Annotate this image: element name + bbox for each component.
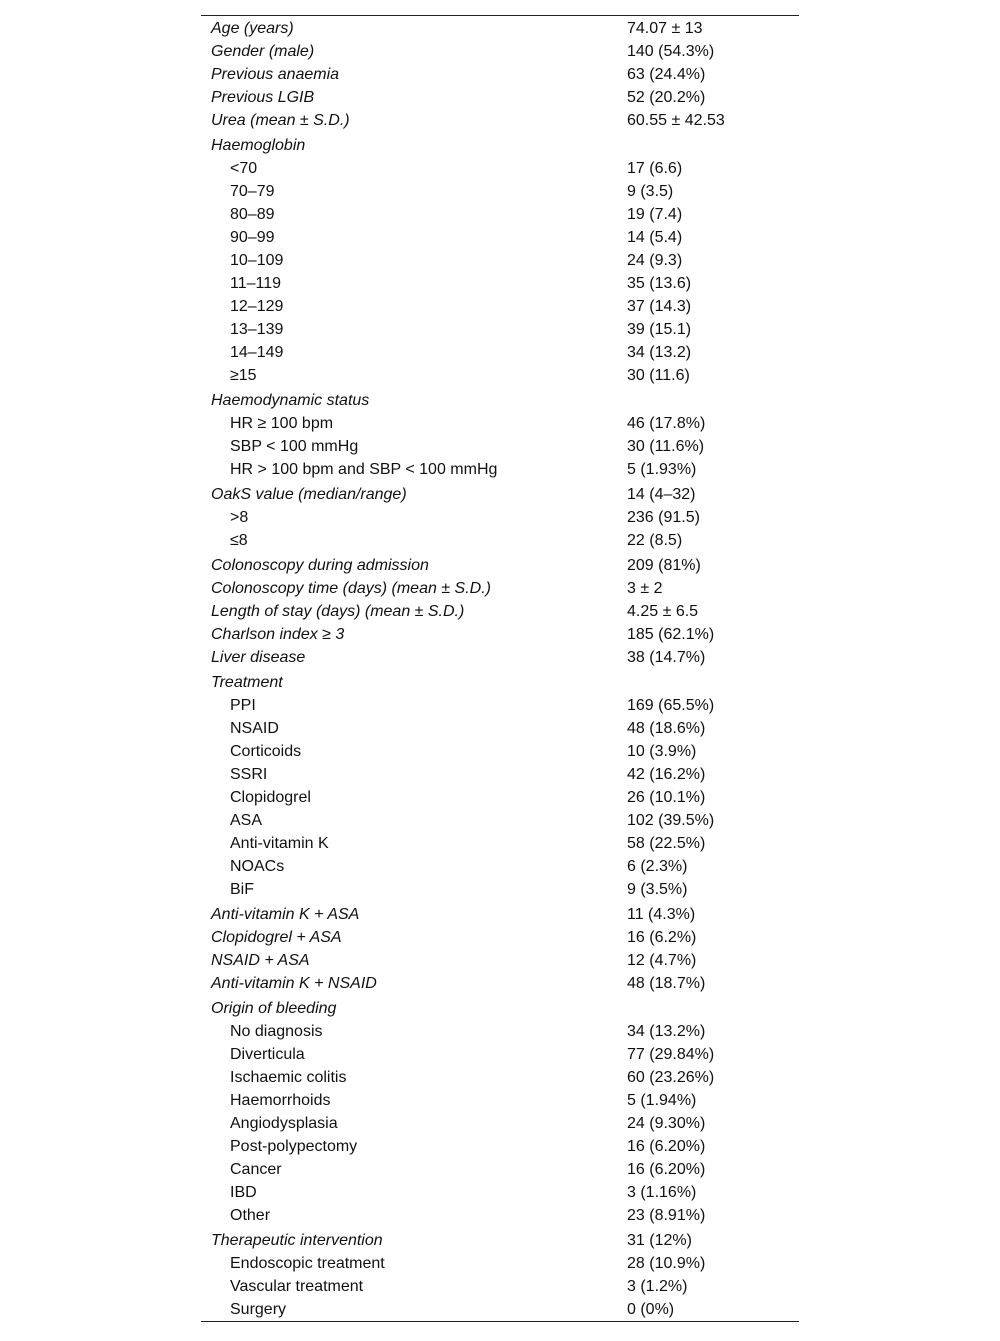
row-label: Previous LGIB xyxy=(211,89,315,106)
table-row xyxy=(201,203,799,226)
row-value: 9 (3.5%) xyxy=(627,881,688,898)
row-label: 80–89 xyxy=(230,206,275,223)
row-value: 5 (1.94%) xyxy=(627,1092,697,1109)
table-row xyxy=(201,40,799,63)
row-value: 3 ± 2 xyxy=(627,580,663,597)
row-value: 48 (18.6%) xyxy=(627,720,706,737)
table-row xyxy=(201,577,799,600)
row-label: 90–99 xyxy=(230,229,275,246)
row-label: Haemorrhoids xyxy=(230,1092,331,1109)
row-label: Treatment xyxy=(211,674,283,691)
row-value: 31 (12%) xyxy=(627,1232,692,1249)
table-row xyxy=(201,458,799,481)
row-value: 3 (1.16%) xyxy=(627,1184,697,1201)
table-row xyxy=(201,671,799,694)
row-value: 22 (8.5) xyxy=(627,532,683,549)
row-label: >8 xyxy=(230,509,249,526)
row-label: No diagnosis xyxy=(230,1023,323,1040)
row-value: 16 (6.20%) xyxy=(627,1161,706,1178)
row-label: ASA xyxy=(230,812,263,829)
row-label: 10–109 xyxy=(230,252,284,269)
table-row xyxy=(201,157,799,180)
row-value: 14 (5.4) xyxy=(627,229,683,246)
row-label: BiF xyxy=(230,881,254,898)
row-label: Anti-vitamin K + ASA xyxy=(211,906,360,923)
row-label: Corticoids xyxy=(230,743,302,760)
table-row xyxy=(201,529,799,552)
row-value: 12 (4.7%) xyxy=(627,952,697,969)
table-row xyxy=(201,364,799,387)
row-label: 14–149 xyxy=(230,344,284,361)
table-row xyxy=(201,249,799,272)
table-row xyxy=(201,506,799,529)
table-row xyxy=(201,1066,799,1089)
table-row xyxy=(201,1252,799,1275)
row-label: 12–129 xyxy=(230,298,284,315)
row-value: 185 (62.1%) xyxy=(627,626,715,643)
table-row xyxy=(201,412,799,435)
table-row xyxy=(201,694,799,717)
table-row xyxy=(201,623,799,646)
row-value: 77 (29.84%) xyxy=(627,1046,715,1063)
table-row xyxy=(201,786,799,809)
row-label: PPI xyxy=(230,697,256,714)
row-value: 102 (39.5%) xyxy=(627,812,715,829)
table-row xyxy=(201,1298,799,1321)
row-value: 42 (16.2%) xyxy=(627,766,706,783)
row-value: 9 (3.5) xyxy=(627,183,674,200)
table-row xyxy=(201,109,799,132)
row-value: 39 (15.1) xyxy=(627,321,692,338)
row-label: HR ≥ 100 bpm xyxy=(230,415,334,432)
row-label: Ischaemic colitis xyxy=(230,1069,347,1086)
table-row xyxy=(201,926,799,949)
table-row xyxy=(201,997,799,1020)
row-label: Angiodysplasia xyxy=(230,1115,338,1132)
row-label: Liver disease xyxy=(211,649,306,666)
table-row xyxy=(201,1112,799,1135)
table-row xyxy=(201,435,799,458)
row-value: 4.25 ± 6.5 xyxy=(627,603,699,620)
row-value: 34 (13.2%) xyxy=(627,1023,706,1040)
table-row xyxy=(201,740,799,763)
table-row xyxy=(201,903,799,926)
table-row xyxy=(201,63,799,86)
row-label: 13–139 xyxy=(230,321,284,338)
row-value: 38 (14.7%) xyxy=(627,649,706,666)
row-value: 24 (9.3) xyxy=(627,252,683,269)
row-label: NSAID xyxy=(230,720,279,737)
row-label: Urea (mean ± S.D.) xyxy=(211,112,350,129)
row-value: 52 (20.2%) xyxy=(627,89,706,106)
table-row xyxy=(201,832,799,855)
table-row xyxy=(201,483,799,506)
row-value: 16 (6.2%) xyxy=(627,929,697,946)
row-value: 140 (54.3%) xyxy=(627,43,715,60)
row-label: OakS value (median/range) xyxy=(211,486,407,503)
row-label: Colonoscopy during admission xyxy=(211,557,429,574)
row-value: 48 (18.7%) xyxy=(627,975,706,992)
row-label: Anti-vitamin K xyxy=(230,835,329,852)
row-value: 236 (91.5) xyxy=(627,509,700,526)
row-value: 37 (14.3) xyxy=(627,298,692,315)
row-value: 60 (23.26%) xyxy=(627,1069,715,1086)
row-label: Diverticula xyxy=(230,1046,305,1063)
table-row xyxy=(201,389,799,412)
row-label: Previous anaemia xyxy=(211,66,340,83)
table-body xyxy=(201,17,799,1321)
row-label: Clopidogrel xyxy=(230,789,311,806)
row-label: 11–119 xyxy=(230,275,282,292)
row-value: 26 (10.1%) xyxy=(627,789,706,806)
row-value: 11 (4.3%) xyxy=(627,906,696,923)
row-value: 24 (9.30%) xyxy=(627,1115,706,1132)
row-value: 60.55 ± 42.53 xyxy=(627,112,725,129)
row-label: SBP < 100 mmHg xyxy=(230,438,359,455)
row-label: NSAID + ASA xyxy=(211,952,310,969)
row-label: Post-polypectomy xyxy=(230,1138,358,1155)
row-label: Charlson index ≥ 3 xyxy=(211,626,345,643)
table-row xyxy=(201,180,799,203)
table-row xyxy=(201,949,799,972)
row-value: 30 (11.6) xyxy=(627,367,690,384)
row-label: HR > 100 bpm and SBP < 100 mmHg xyxy=(230,461,498,478)
table-row xyxy=(201,272,799,295)
table-row xyxy=(201,341,799,364)
row-label: Clopidogrel + ASA xyxy=(211,929,342,946)
table-row xyxy=(201,554,799,577)
table-row xyxy=(201,646,799,669)
table-row xyxy=(201,1135,799,1158)
table-row xyxy=(201,1089,799,1112)
table-row xyxy=(201,318,799,341)
table-row xyxy=(201,17,799,40)
row-value: 169 (65.5%) xyxy=(627,697,715,714)
table-row xyxy=(201,1158,799,1181)
row-label: Haemoglobin xyxy=(211,137,306,154)
row-value: 17 (6.6) xyxy=(627,160,683,177)
row-label: Therapeutic intervention xyxy=(211,1232,383,1249)
row-value: 6 (2.3%) xyxy=(627,858,688,875)
table-row xyxy=(201,809,799,832)
row-value: 10 (3.9%) xyxy=(627,743,697,760)
row-value: 58 (22.5%) xyxy=(627,835,706,852)
table-row xyxy=(201,134,799,157)
characteristics-table xyxy=(201,15,799,1322)
table-row xyxy=(201,763,799,786)
row-label: Gender (male) xyxy=(211,43,315,60)
row-value: 46 (17.8%) xyxy=(627,415,706,432)
row-value: 34 (13.2) xyxy=(627,344,692,361)
table-row xyxy=(201,1204,799,1227)
table-row xyxy=(201,1020,799,1043)
row-value: 28 (10.9%) xyxy=(627,1255,706,1272)
row-value: 209 (81%) xyxy=(627,557,701,574)
table-row xyxy=(201,226,799,249)
row-label: Anti-vitamin K + NSAID xyxy=(211,975,377,992)
row-label: ≤8 xyxy=(230,532,248,549)
row-value: 0 (0%) xyxy=(627,1301,675,1318)
table-row xyxy=(201,1275,799,1298)
row-label: Other xyxy=(230,1207,271,1224)
row-value: 30 (11.6%) xyxy=(627,438,705,455)
row-value: 16 (6.20%) xyxy=(627,1138,706,1155)
table-row xyxy=(201,1181,799,1204)
table-row xyxy=(201,295,799,318)
table-row xyxy=(201,1229,799,1252)
row-label: NOACs xyxy=(230,858,285,875)
row-value: 19 (7.4) xyxy=(627,206,683,223)
row-label: Endoscopic treatment xyxy=(230,1255,385,1272)
row-label: <70 xyxy=(230,160,258,177)
table-row xyxy=(201,972,799,995)
row-label: Haemodynamic status xyxy=(211,392,370,409)
row-label: IBD xyxy=(230,1184,257,1201)
table-row xyxy=(201,717,799,740)
table-row xyxy=(201,86,799,109)
row-label: SSRI xyxy=(230,766,268,783)
row-label: Vascular treatment xyxy=(230,1278,364,1295)
row-label: Age (years) xyxy=(211,20,294,37)
table-row xyxy=(201,878,799,901)
row-value: 35 (13.6) xyxy=(627,275,692,292)
table-row xyxy=(201,1043,799,1066)
row-label: Cancer xyxy=(230,1161,282,1178)
table-row xyxy=(201,600,799,623)
row-value: 74.07 ± 13 xyxy=(627,20,703,37)
row-value: 14 (4–32) xyxy=(627,486,696,503)
table-row xyxy=(201,855,799,878)
row-label: 70–79 xyxy=(230,183,275,200)
row-value: 3 (1.2%) xyxy=(627,1278,688,1295)
row-label: Colonoscopy time (days) (mean ± S.D.) xyxy=(211,580,491,597)
row-value: 23 (8.91%) xyxy=(627,1207,706,1224)
row-label: Length of stay (days) (mean ± S.D.) xyxy=(211,603,465,620)
row-value: 5 (1.93%) xyxy=(627,461,697,478)
row-label: Origin of bleeding xyxy=(211,1000,337,1017)
row-label: ≥15 xyxy=(230,367,257,384)
row-label: Surgery xyxy=(230,1301,287,1318)
row-value: 63 (24.4%) xyxy=(627,66,706,83)
